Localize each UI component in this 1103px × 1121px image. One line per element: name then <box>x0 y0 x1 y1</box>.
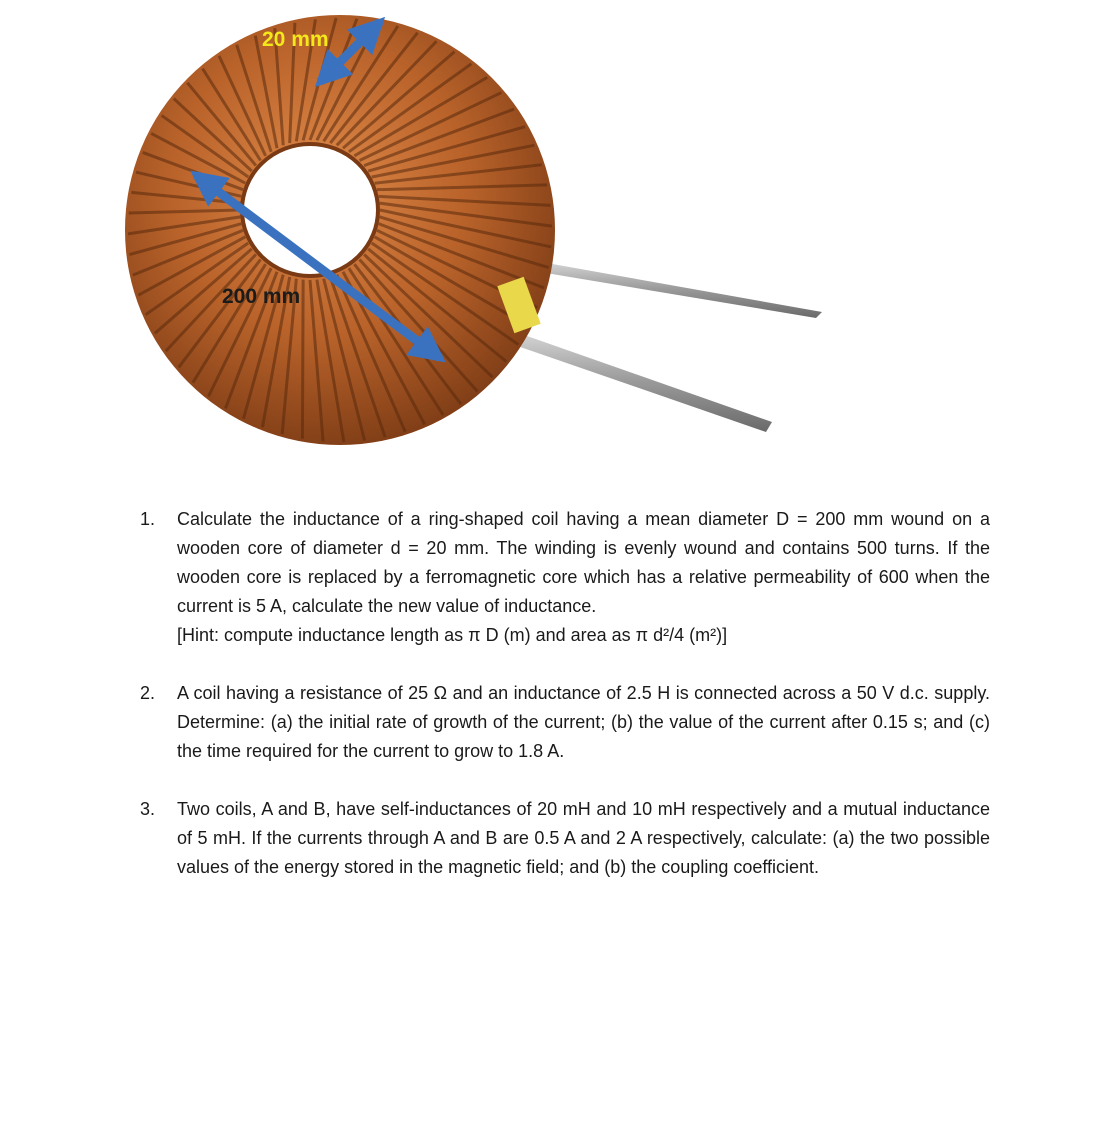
toroid-coil-image <box>110 0 850 470</box>
dimension-label-20mm: 20 mm <box>262 28 329 51</box>
problem-list <box>140 505 990 882</box>
problem-number: 3. <box>140 799 156 819</box>
problem-text: A coil having a resistance of 25 Ω and an inductance of 2.5 H is connected across a 50 V d.c. supply. Determine: (a) the initial rate of growth of the current; (b) the value of the current after 0.15 s; and (c) the time required for the current to grow to 1.8 A. <box>177 683 990 761</box>
problem-text: Two coils, A and B, have self-inductances of 20 mH and 10 mH respectively and a mutual inductance of 5 mH. If the currents through A and B are 0.5 A and 2 A respectively, calculate: (a) the two possible values of the energy stored in the magnetic field; and (b) the coupling coefficient. <box>177 799 990 877</box>
problem-item <box>140 795 990 882</box>
problem-hint: [Hint: compute inductance length as π D (m) and area as π d²/4 (m²)] <box>177 625 728 645</box>
problem-number: 2. <box>140 683 156 703</box>
problem-item <box>140 679 990 766</box>
problem-item <box>140 505 990 650</box>
toroid-coil-figure <box>110 0 850 470</box>
toroid-body <box>125 15 555 445</box>
lead-wire-upper <box>528 260 822 318</box>
winding-turn <box>302 280 303 439</box>
problem-text: Calculate the inductance of a ring-shaped coil having a mean diameter D = 200 mm wound on a wooden core of diameter d = 20 mm. The winding is evenly wound and contains 500 turns. If the wooden core is replaced by a ferromagnetic core which has a relative permeability of 600 when the current is 5 A, calculate the new value of inductance. <box>177 509 990 616</box>
dimension-label-200mm: 200 mm <box>222 285 301 308</box>
lead-wire-lower <box>506 330 772 432</box>
lead-wires <box>506 260 822 432</box>
problem-number: 1. <box>140 509 156 529</box>
